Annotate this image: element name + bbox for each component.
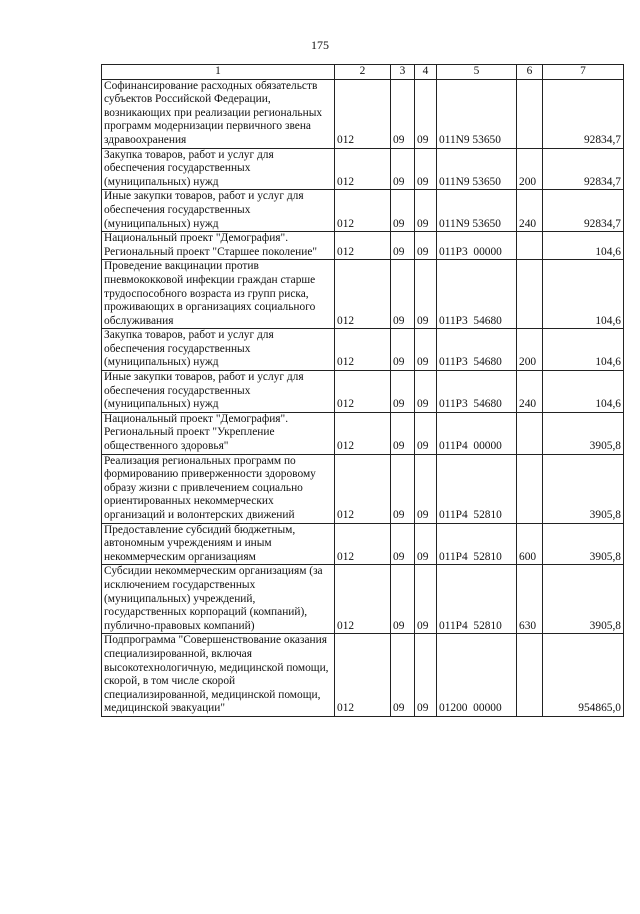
cell-type [517,454,543,523]
table-row [102,454,624,523]
row-name: Национальный проект "Демография". Региональный проект "Укрепление общественного здоровья" [102,412,335,454]
cell-subsection: 09 [415,565,437,634]
page-number: 175 [311,38,329,52]
cell-type: 600 [517,523,543,565]
cell-code: 012 [335,329,391,371]
cell-amount: 104,6 [543,329,624,371]
cell-code: 012 [335,634,391,717]
cell-subsection: 09 [415,79,437,148]
cell-code: 012 [335,260,391,329]
cell-code: 012 [335,454,391,523]
cell-subsection: 09 [415,329,437,371]
cell-section: 09 [391,260,415,329]
cell-code: 012 [335,371,391,413]
cell-target: 011N9 53650 [437,79,517,148]
table-header-row [102,65,624,80]
header-cell: 7 [543,65,624,80]
cell-amount: 92834,7 [543,190,624,232]
cell-amount: 3905,8 [543,565,624,634]
cell-type: 200 [517,148,543,190]
cell-target: 011P4 52810 [437,565,517,634]
cell-target: 011P4 52810 [437,454,517,523]
cell-amount: 92834,7 [543,79,624,148]
cell-subsection: 09 [415,232,437,260]
row-name: Софинансирование расходных обязательств субъектов Российской Федерации, возникающих при реализации региональных программ модернизации первичного звена здравоохранения [102,79,335,148]
budget-table [101,64,624,717]
cell-type [517,634,543,717]
row-name: Предоставление субсидий бюджетным, автономным учреждениям и иным некоммерческим организациям [102,523,335,565]
cell-code: 012 [335,412,391,454]
cell-target: 011P3 00000 [437,232,517,260]
cell-type: 630 [517,565,543,634]
table-row [102,565,624,634]
cell-amount: 104,6 [543,232,624,260]
row-name: Субсидии некоммерческим организациям (за исключением государственных (муниципальных) учреждений, государственных корпораций (компаний), публично-правовых компаний) [102,565,335,634]
cell-amount: 3905,8 [543,454,624,523]
table-row [102,260,624,329]
row-name: Подпрограмма "Совершенствование оказания специализированной, включая высокотехнологичную, медицинской помощи, скорой, в том числе скорой специализированной, медицинской помощи, медицинской эвакуации" [102,634,335,717]
cell-subsection: 09 [415,371,437,413]
table-row [102,523,624,565]
cell-type [517,412,543,454]
header-cell: 3 [391,65,415,80]
cell-section: 09 [391,523,415,565]
cell-code: 012 [335,190,391,232]
cell-section: 09 [391,148,415,190]
row-name: Иные закупки товаров, работ и услуг для обеспечения государственных (муниципальных) нужд [102,190,335,232]
cell-code: 012 [335,79,391,148]
cell-type [517,260,543,329]
cell-target: 011P4 52810 [437,523,517,565]
cell-target: 01200 00000 [437,634,517,717]
table-row [102,634,624,717]
cell-subsection: 09 [415,412,437,454]
cell-amount: 104,6 [543,371,624,413]
cell-code: 012 [335,232,391,260]
table-row [102,232,624,260]
cell-section: 09 [391,232,415,260]
cell-code: 012 [335,565,391,634]
header-cell: 2 [335,65,391,80]
table-row [102,79,624,148]
cell-section: 09 [391,412,415,454]
cell-section: 09 [391,190,415,232]
cell-target: 011N9 53650 [437,148,517,190]
cell-target: 011N9 53650 [437,190,517,232]
cell-subsection: 09 [415,148,437,190]
cell-section: 09 [391,454,415,523]
cell-amount: 92834,7 [543,148,624,190]
row-name: Реализация региональных программ по формированию приверженности здоровому образу жизни с привлечением социально ориентированных некоммерческих организаций и волонтерских движений [102,454,335,523]
cell-code: 012 [335,148,391,190]
cell-type [517,79,543,148]
cell-target: 011P4 00000 [437,412,517,454]
cell-subsection: 09 [415,454,437,523]
cell-amount: 3905,8 [543,412,624,454]
header-cell: 6 [517,65,543,80]
cell-section: 09 [391,329,415,371]
cell-target: 011P3 54680 [437,260,517,329]
cell-subsection: 09 [415,634,437,717]
row-name: Проведение вакцинации против пневмококковой инфекции граждан старше трудоспособного возраста из групп риска, проживающих в организациях социального обслуживания [102,260,335,329]
cell-section: 09 [391,371,415,413]
header-cell: 1 [102,65,335,80]
table-row [102,412,624,454]
cell-subsection: 09 [415,523,437,565]
row-name: Закупка товаров, работ и услуг для обеспечения государственных (муниципальных) нужд [102,148,335,190]
cell-type: 240 [517,190,543,232]
row-name: Национальный проект "Демография". Региональный проект "Старшее поколение" [102,232,335,260]
cell-type: 240 [517,371,543,413]
cell-subsection: 09 [415,190,437,232]
table-row [102,329,624,371]
table-row [102,190,624,232]
cell-amount: 104,6 [543,260,624,329]
cell-section: 09 [391,79,415,148]
cell-section: 09 [391,565,415,634]
cell-section: 09 [391,634,415,717]
cell-code: 012 [335,523,391,565]
row-name: Иные закупки товаров, работ и услуг для обеспечения государственных (муниципальных) нужд [102,371,335,413]
cell-type: 200 [517,329,543,371]
row-name: Закупка товаров, работ и услуг для обеспечения государственных (муниципальных) нужд [102,329,335,371]
table-row [102,148,624,190]
cell-amount: 954865,0 [543,634,624,717]
header-cell: 4 [415,65,437,80]
cell-amount: 3905,8 [543,523,624,565]
header-cell: 5 [437,65,517,80]
cell-target: 011P3 54680 [437,371,517,413]
cell-type [517,232,543,260]
cell-subsection: 09 [415,260,437,329]
table-row [102,371,624,413]
cell-target: 011P3 54680 [437,329,517,371]
